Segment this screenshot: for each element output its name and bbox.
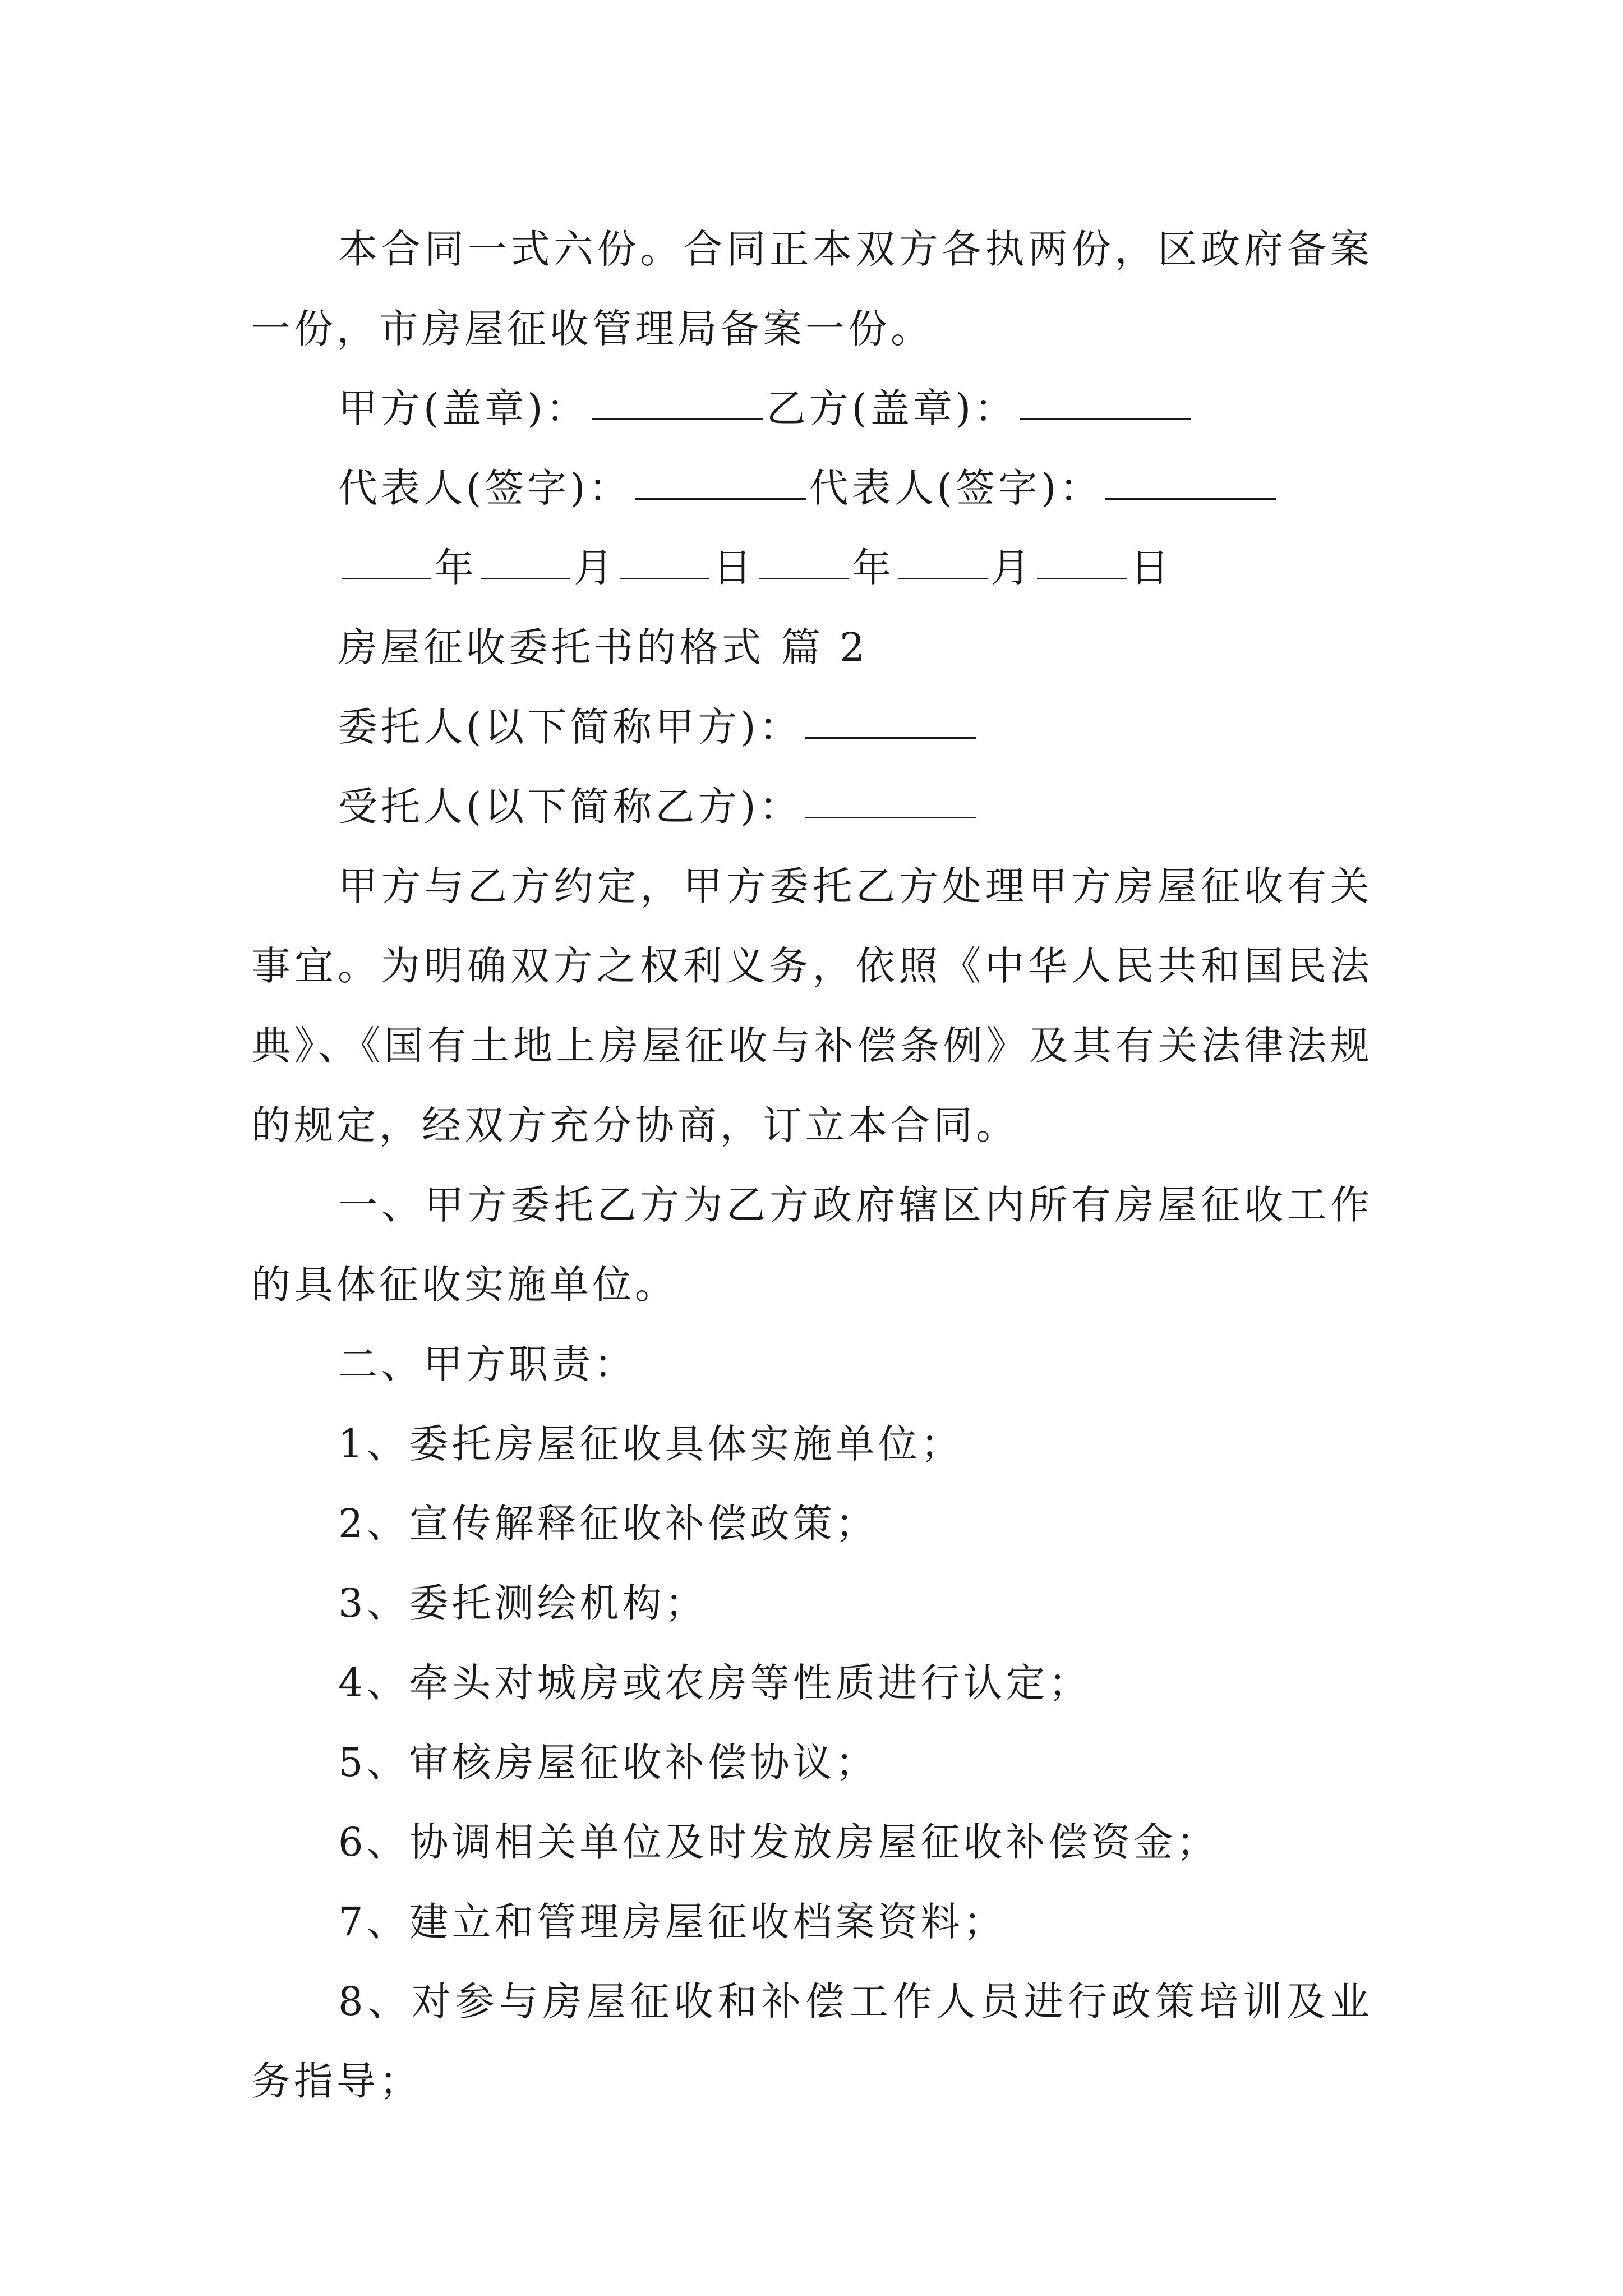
duty-item: 3、委托测绘机构； (338, 1580, 708, 1626)
date-month-label: 月 (991, 545, 1034, 591)
document-body (251, 209, 1373, 2121)
date-year-label: 年 (435, 545, 477, 591)
seal-line (251, 369, 1373, 448)
date-day-label: 日 (713, 545, 755, 591)
agent-blank (805, 816, 976, 818)
principal-line (251, 687, 1373, 767)
date-blank (759, 577, 849, 579)
duty-item: 5、审核房屋征收补偿协议； (338, 1740, 878, 1786)
duty-item: 2、宣传解释征收补偿政策； (338, 1501, 878, 1547)
clause-1-paragraph: 一、甲方委托乙方为乙方政府辖区内所有房屋征收工作的具体征收实施单位。 (251, 1182, 1373, 1308)
duty-item: 1、委托房屋征收具体实施单位； (338, 1421, 963, 1467)
date-blank (1037, 577, 1127, 579)
rep-party-b-label: 代表人(签字)： (809, 465, 1103, 511)
clause-2-heading: 二、甲方职责： (338, 1341, 637, 1387)
date-blank (898, 577, 988, 579)
copies-paragraph: 本合同一式六份。合同正本双方各执两份，区政府备案一份，市房屋征收管理局备案一份。 (251, 226, 1373, 352)
date-month-label: 月 (574, 545, 616, 591)
duty-item: 7、建立和管理房屋征收档案资料； (338, 1899, 1006, 1945)
seal-party-b-label: 乙方(盖章)： (766, 385, 1017, 431)
duty-item: 6、协调相关单位及时发放房屋征收补偿资金； (338, 1819, 1219, 1865)
date-line (251, 528, 1373, 608)
seal-party-a-label: 甲方(盖章)： (338, 385, 589, 431)
date-year-label: 年 (852, 545, 895, 591)
duty-item: 4、牵头对城房或农房等性质进行认定； (338, 1660, 1091, 1706)
principal-label: 委托人(以下简称甲方)： (338, 704, 802, 750)
duty-item: 8、对参与房屋征收和补偿工作人员进行政策培训及业务指导； (251, 1978, 1373, 2104)
date-day-label: 日 (1130, 545, 1173, 591)
date-blank (620, 577, 709, 579)
intro-paragraph: 甲方与乙方约定，甲方委托乙方处理甲方房屋征收有关事宜。为明确双方之权利义务，依照《中华人民共和国民法典》、《国有土地上房屋征收与补偿条例》及其有关法律法规的规定，经双方充分协商，订立本合同。 (251, 863, 1373, 1148)
representative-line (251, 448, 1373, 528)
seal-party-b-blank (1020, 418, 1191, 420)
rep-party-a-blank (635, 498, 806, 500)
agent-line (251, 767, 1373, 846)
agent-label: 受托人(以下简称乙方)： (338, 784, 802, 830)
section-heading (251, 608, 1373, 687)
date-blank (342, 577, 431, 579)
seal-party-a-blank (592, 418, 763, 420)
principal-blank (805, 737, 976, 739)
date-blank (481, 577, 570, 579)
rep-party-b-blank (1105, 498, 1276, 500)
section-suffix: 篇 2 (781, 624, 868, 670)
section-title: 房屋征收委托书的格式 (338, 624, 764, 670)
rep-party-a-label: 代表人(签字)： (338, 465, 631, 511)
